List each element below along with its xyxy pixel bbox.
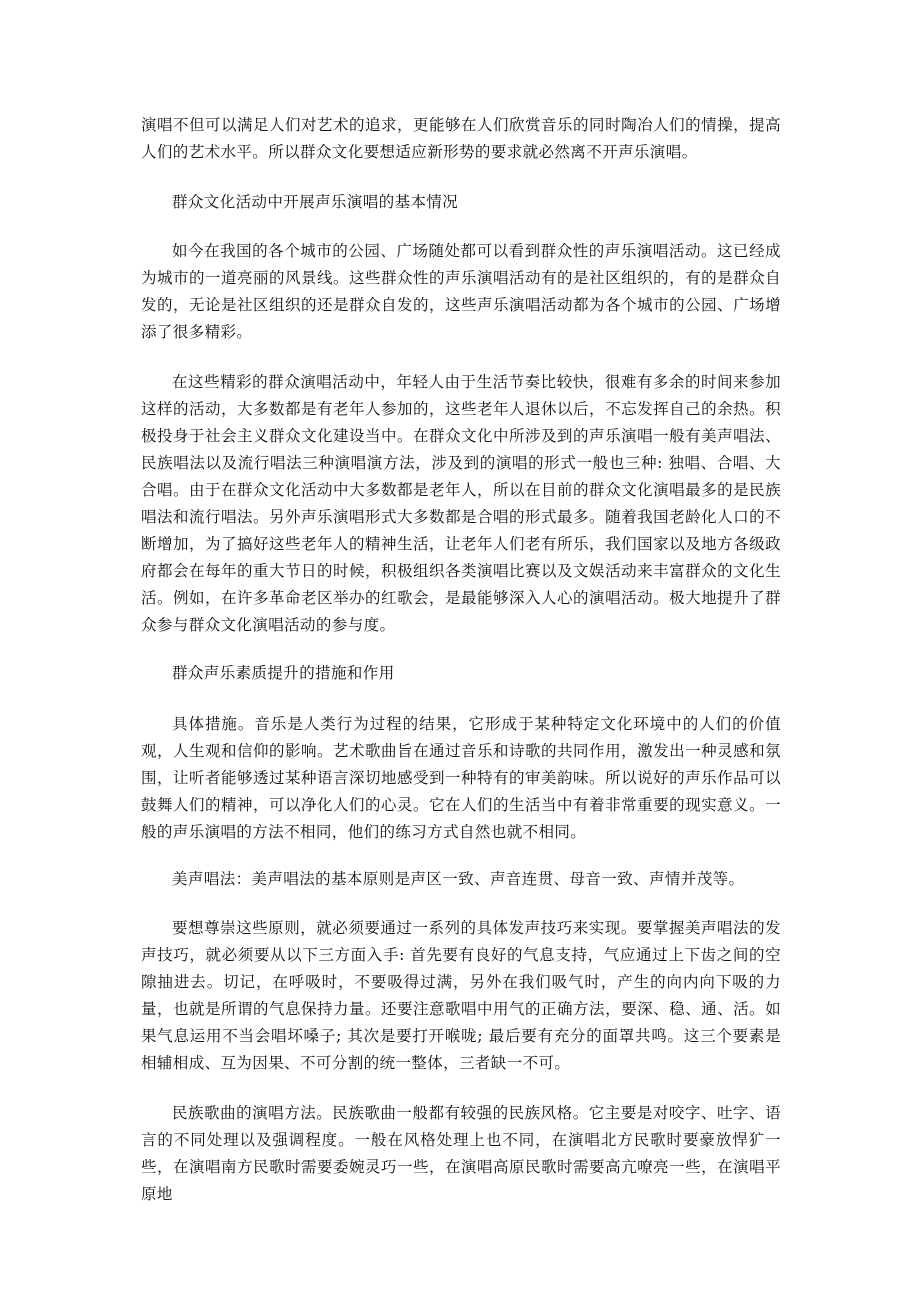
- section-heading-measures: 群众声乐素质提升的措施和作用: [172, 664, 395, 682]
- section-heading-basic-situation: 群众文化活动中开展声乐演唱的基本情况: [172, 193, 459, 211]
- paragraph-folk-singing: 民族歌曲的演唱方法。民族歌曲一般都有较强的民族风格。它主要是对咬字、吐字、语言的不同处理以及强调程度。一般在风格处理上也不同，在演唱北方民歌时要豪放悍犷一些，在演唱南方民歌时需要委婉灵巧一些，在演唱高原民歌时需要高亢嘹亮一些，在演唱平原地: [141, 1104, 781, 1203]
- paragraph-city-activities: 如今在我国的各个城市的公园、广场随处都可以看到群众性的声乐演唱活动。这已经成为城市的一道亮丽的风景线。这些群众性的声乐演唱活动有的是社区组织的，有的是群众自发的，无论是社区组织的还是群众自发的，这些声乐演唱活动都为各个城市的公园、广场增添了很多精彩。: [141, 242, 781, 341]
- paragraph-intro: 演唱不但可以满足人们对艺术的追求，更能够在人们欣赏音乐的同时陶冶人们的情操，提高人们的艺术水平。所以群众文化要想适应新形势的要求就必然离不开声乐演唱。: [141, 116, 781, 161]
- paragraph-elderly-participation: 在这些精彩的群众演唱活动中，年轻人由于生活节奏比较快，很难有多余的时间来参加这样的活动，大多数都是有老年人参加的，这些老年人退休以后，不忘发挥自己的余热。积极投身于社会主义群众文化建设当中。在群众文化中所涉及到的声乐演唱一般有美声唱法、民族唱法以及流行唱法三种演唱演方法，涉及到的演唱的形式一般也三种: 独唱、合唱、大合唱。由于在群众文化活动中大多数都是老年人，所以在目前的群众文化演唱最多的是民族唱法和流行唱法。另外声乐演唱形式大多数都是合唱的形式最多。随着我国老龄化人口的不断增加，为了搞好这些老年人的精神生活，让老年人们老有所乐，我们国家以及地方各级政府都会在每年的重大节日的时候，积极组织各类演唱比赛以及文娱活动来丰富群众的文化生活。例如，在许多革命老区举办的红歌会，是最能够深入人心的演唱活动。极大地提升了群众参与群众文化演唱活动的参与度。: [141, 373, 781, 634]
- paragraph-bel-canto-techniques: 要想尊崇这些原则，就必须要通过一系列的具体发声技巧来实现。要掌握美声唱法的发声技巧，就必须要从以下三方面入手: 首先要有良好的气息支持，气应通过上下齿之间的空隙抽进去。切记，在呼吸时，不要吸得过满，另外在我们吸气时，产生的向内向下吸的力量，也就是所谓的气息保持力量。还要注意歌唱中用气的正确方法，要深、稳、通、活。如果气息运用不当会唱坏嗓子; 其次是要打开喉咙; 最后要有充分的面罩共鸣。这三个要素是相辅相成、互为因果、不可分割的统一整体，三者缺一不可。: [141, 919, 781, 1072]
- paragraph-specific-measures: 具体措施。音乐是人类行为过程的结果，它形成于某种特定文化环境中的人们的价值观，人生观和信仰的影响。艺术歌曲旨在通过音乐和诗歌的共同作用，激发出一种灵感和氛围，让听者能够透过某种语言深切地感受到一种特有的审美韵味。所以说好的声乐作品可以鼓舞人们的精神，可以净化人们的心灵。它在人们的生活当中有着非常重要的现实意义。一般的声乐演唱的方法不相同，他们的练习方式自然也就不相同。: [141, 715, 781, 841]
- paragraph-bel-canto-principles: 美声唱法：美声唱法的基本原则是声区一致、声音连贯、母音一致、声情并茂等。: [172, 870, 745, 888]
